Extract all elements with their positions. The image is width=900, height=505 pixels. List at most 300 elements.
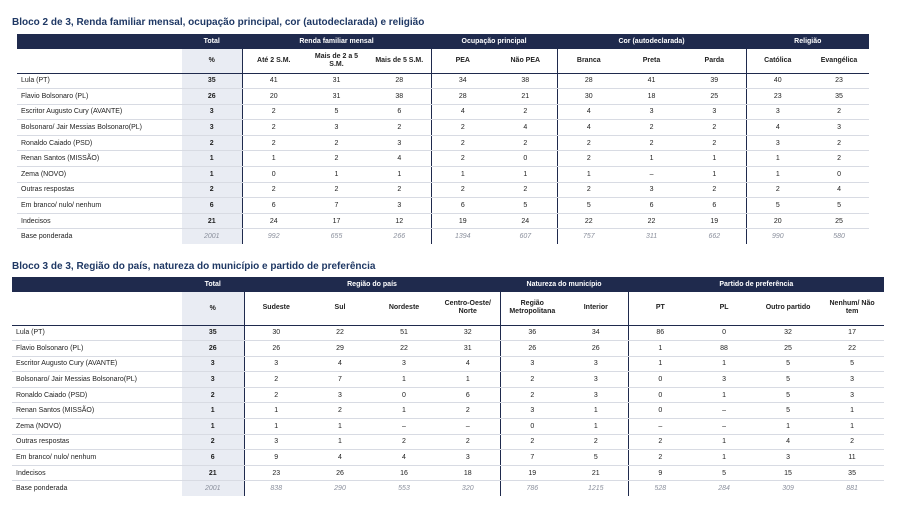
value-cell: 31: [436, 341, 500, 357]
value-cell: 2: [431, 151, 494, 167]
value-cell: 4: [494, 120, 557, 136]
value-cell: 4: [368, 151, 431, 167]
value-cell: 3: [820, 372, 884, 388]
value-cell: 1: [746, 167, 809, 183]
value-cell: 2: [683, 135, 746, 151]
row-label: Ronaldo Caiado (PSD): [17, 135, 182, 151]
row-label: Escritor Augusto Cury (AVANTE): [12, 356, 182, 372]
value-cell: 2: [308, 403, 372, 419]
value-cell: 3: [620, 182, 683, 198]
value-cell: 22: [820, 341, 884, 357]
row-label: Outras respostas: [12, 434, 182, 450]
value-cell: 1: [557, 167, 620, 183]
value-cell: 1: [683, 151, 746, 167]
table-row: [17, 182, 869, 198]
value-cell: 25: [809, 213, 869, 229]
value-cell: 2: [494, 135, 557, 151]
base-value-cell: 580: [833, 233, 845, 241]
group-header: Ocupação principal: [431, 34, 557, 49]
value-cell: 3: [368, 198, 431, 214]
value-cell: 1: [692, 356, 756, 372]
row-label: Outras respostas: [17, 182, 182, 198]
value-cell: –: [372, 419, 436, 435]
value-cell: 12: [368, 213, 431, 229]
table-row: [17, 198, 869, 214]
value-cell: 4: [746, 120, 809, 136]
value-cell: 2: [557, 151, 620, 167]
value-cell: 0: [809, 167, 869, 183]
value-cell: 2: [242, 104, 305, 120]
value-cell: 2: [242, 120, 305, 136]
value-cell: 34: [431, 73, 494, 89]
base-value-cell: 786: [500, 481, 564, 496]
value-cell: 2: [242, 182, 305, 198]
value-cell: 4: [809, 182, 869, 198]
value-cell: 5: [564, 450, 628, 466]
value-cell: 4: [557, 104, 620, 120]
value-cell: 1: [308, 419, 372, 435]
value-cell: 2: [557, 182, 620, 198]
column-header: Branca: [557, 49, 620, 73]
base-label: Base ponderada: [16, 485, 68, 493]
value-cell: 29: [308, 341, 372, 357]
column-header: Centro-Oeste/ Norte: [436, 292, 500, 325]
row-label: Lula (PT): [12, 325, 182, 341]
row-label: Renan Santos (MISSÃO): [12, 403, 182, 419]
row-label: Indecisos: [12, 465, 182, 481]
row-label: Renan Santos (MISSÃO): [17, 151, 182, 167]
value-cell: 2: [557, 135, 620, 151]
value-cell: 26: [500, 341, 564, 357]
base-row: [12, 481, 884, 496]
value-cell: 0: [500, 419, 564, 435]
value-cell: 1: [820, 403, 884, 419]
column-header: Sul: [308, 292, 372, 325]
group-header: Região do país: [244, 277, 500, 292]
value-cell: 40: [746, 73, 809, 89]
table-row: [17, 167, 869, 183]
value-cell: 1: [242, 151, 305, 167]
value-cell: 3: [308, 387, 372, 403]
value-cell: 25: [683, 89, 746, 105]
value-cell: 2: [628, 450, 692, 466]
row-label: Ronaldo Caiado (PSD): [12, 387, 182, 403]
base-value-cell: 311: [645, 233, 658, 241]
base-value-cell: 1394: [431, 229, 494, 244]
value-cell: 3: [809, 120, 869, 136]
value-cell: 2: [564, 434, 628, 450]
value-cell: 2: [431, 120, 494, 136]
value-cell: 28: [368, 73, 431, 89]
row-label: Em branco/ nulo/ nenhum: [12, 450, 182, 466]
value-cell: 21: [494, 89, 557, 105]
table-row: [17, 89, 869, 105]
corner-cell: [17, 34, 182, 49]
column-header: PL: [692, 292, 756, 325]
value-cell: 23: [809, 73, 869, 89]
value-cell: 5: [746, 198, 809, 214]
value-cell: 2: [620, 135, 683, 151]
value-cell: 5: [756, 387, 820, 403]
value-cell: 19: [683, 213, 746, 229]
value-cell: 22: [557, 213, 620, 229]
value-cell: 88: [692, 341, 756, 357]
value-cell: 51: [372, 325, 436, 341]
group-header: Religião: [746, 34, 869, 49]
value-cell: 38: [494, 73, 557, 89]
group-header: Natureza do município: [500, 277, 628, 292]
value-cell: 2: [305, 151, 368, 167]
value-cell: 5: [557, 198, 620, 214]
table-row: [17, 213, 869, 229]
value-cell: –: [436, 419, 500, 435]
value-cell: 4: [372, 450, 436, 466]
value-cell: 35: [820, 465, 884, 481]
value-cell: 1: [692, 450, 756, 466]
value-cell: 3: [436, 450, 500, 466]
base-total-cell: 2001: [182, 229, 242, 244]
total-cell: 1: [182, 419, 244, 435]
column-header: PEA: [431, 49, 494, 73]
value-cell: 5: [305, 104, 368, 120]
row-label: Flavio Bolsonaro (PL): [17, 89, 182, 105]
value-cell: 1: [244, 403, 308, 419]
base-value-cell: 1215: [588, 485, 604, 493]
value-cell: 9: [628, 465, 692, 481]
row-label-header: [17, 49, 182, 73]
value-cell: –: [620, 167, 683, 183]
base-value-cell: 655: [330, 233, 343, 241]
column-header: Outro partido: [756, 292, 820, 325]
value-cell: 21: [564, 465, 628, 481]
base-value-cell: 990: [746, 229, 809, 244]
base-value-cell: 528: [628, 481, 692, 496]
value-cell: 1: [620, 151, 683, 167]
total-cell: 1: [182, 151, 242, 167]
value-cell: 41: [620, 73, 683, 89]
value-cell: 1: [368, 167, 431, 183]
value-cell: 25: [756, 341, 820, 357]
total-cell: 6: [182, 198, 242, 214]
row-label: Zema (NOVO): [17, 167, 182, 183]
base-value-cell: 290: [334, 485, 346, 493]
value-cell: 1: [692, 387, 756, 403]
value-cell: 3: [244, 356, 308, 372]
value-cell: 3: [564, 387, 628, 403]
table-row: [17, 135, 869, 151]
value-cell: 5: [756, 403, 820, 419]
table-row: [17, 120, 869, 136]
row-label: Bolsonaro/ Jair Messias Bolsonaro(PL): [12, 372, 182, 388]
value-cell: 3: [564, 372, 628, 388]
value-cell: 2: [809, 104, 869, 120]
row-label-header: [12, 292, 182, 325]
base-value-cell: 838: [244, 481, 308, 496]
value-cell: 4: [308, 356, 372, 372]
value-cell: 5: [692, 465, 756, 481]
total-cell: 3: [182, 104, 242, 120]
value-cell: 1: [494, 167, 557, 183]
value-cell: 86: [628, 325, 692, 341]
value-cell: 23: [746, 89, 809, 105]
total-cell: 1: [182, 167, 242, 183]
total-cell: 26: [182, 341, 244, 357]
value-cell: 7: [305, 198, 368, 214]
value-cell: 1: [564, 419, 628, 435]
value-cell: 16: [372, 465, 436, 481]
total-cell: 3: [182, 372, 244, 388]
value-cell: 32: [436, 325, 500, 341]
value-cell: 1: [756, 419, 820, 435]
table-row: [17, 151, 869, 167]
value-cell: 20: [242, 89, 305, 105]
value-cell: 31: [305, 89, 368, 105]
value-cell: 1: [683, 167, 746, 183]
value-cell: 34: [564, 325, 628, 341]
value-cell: 5: [809, 198, 869, 214]
value-cell: 2: [809, 151, 869, 167]
table-row: [12, 434, 884, 450]
value-cell: 4: [308, 450, 372, 466]
column-header: Mais de 5 S.M.: [368, 49, 431, 73]
value-cell: 1: [628, 356, 692, 372]
value-cell: 1: [372, 403, 436, 419]
value-cell: 26: [564, 341, 628, 357]
value-cell: 3: [692, 372, 756, 388]
total-cell: 1: [182, 403, 244, 419]
value-cell: 1: [431, 167, 494, 183]
value-cell: 19: [431, 213, 494, 229]
total-cell: 35: [182, 73, 242, 89]
value-cell: 2: [305, 135, 368, 151]
value-cell: 2: [820, 434, 884, 450]
value-cell: 1: [628, 341, 692, 357]
base-value-cell: 284: [718, 485, 730, 493]
table-row: [12, 387, 884, 403]
value-cell: 2: [368, 182, 431, 198]
pct-header: %: [182, 49, 242, 73]
table-row: [12, 450, 884, 466]
value-cell: 31: [305, 73, 368, 89]
total-header: Total: [182, 277, 244, 292]
group-header: Partido de preferência: [628, 277, 884, 292]
table-row: [12, 465, 884, 481]
block-3-column-header-row: [12, 292, 884, 325]
value-cell: 1: [308, 434, 372, 450]
column-header: Até 2 S.M.: [242, 49, 305, 73]
value-cell: 0: [692, 325, 756, 341]
value-cell: 6: [431, 198, 494, 214]
value-cell: 2: [683, 120, 746, 136]
row-label: Escritor Augusto Cury (AVANTE): [17, 104, 182, 120]
value-cell: 0: [372, 387, 436, 403]
column-header: Nenhum/ Não tem: [820, 292, 884, 325]
value-cell: 1: [305, 167, 368, 183]
value-cell: 26: [244, 341, 308, 357]
column-header: Parda: [683, 49, 746, 73]
total-cell: 21: [182, 213, 242, 229]
base-total-cell: 2001: [182, 481, 244, 496]
value-cell: 28: [557, 73, 620, 89]
value-cell: 2: [372, 434, 436, 450]
value-cell: 0: [494, 151, 557, 167]
base-value-cell: 309: [782, 485, 794, 493]
base-value-cell: 757: [557, 229, 620, 244]
value-cell: 32: [756, 325, 820, 341]
value-cell: 2: [436, 403, 500, 419]
value-cell: 17: [305, 213, 368, 229]
block-2-table: [17, 34, 869, 244]
value-cell: 36: [500, 325, 564, 341]
row-label: Zema (NOVO): [12, 419, 182, 435]
value-cell: 1: [746, 151, 809, 167]
base-value-cell: 881: [846, 485, 858, 493]
value-cell: 3: [368, 135, 431, 151]
value-cell: 6: [368, 104, 431, 120]
total-cell: 3: [182, 120, 242, 136]
value-cell: 2: [244, 372, 308, 388]
block-3-title: Bloco 3 de 3, Região do país, natureza do município e partido de preferência: [12, 261, 376, 272]
total-cell: 2: [182, 434, 244, 450]
value-cell: 2: [242, 135, 305, 151]
value-cell: 2: [746, 182, 809, 198]
value-cell: –: [628, 419, 692, 435]
value-cell: –: [692, 403, 756, 419]
value-cell: 1: [692, 434, 756, 450]
value-cell: 18: [620, 89, 683, 105]
value-cell: 6: [242, 198, 305, 214]
value-cell: 4: [436, 356, 500, 372]
value-cell: 2: [620, 120, 683, 136]
base-value-cell: 607: [519, 233, 532, 241]
value-cell: 2: [368, 120, 431, 136]
value-cell: 7: [308, 372, 372, 388]
table-row: [12, 341, 884, 357]
table-row: [17, 73, 869, 89]
value-cell: 1: [820, 419, 884, 435]
value-cell: 2: [500, 387, 564, 403]
value-cell: 3: [244, 434, 308, 450]
value-cell: 2: [436, 434, 500, 450]
total-header: Total: [182, 34, 242, 49]
table-row: [17, 104, 869, 120]
column-header: Interior: [564, 292, 628, 325]
base-row: [17, 229, 869, 244]
value-cell: 38: [368, 89, 431, 105]
value-cell: 6: [436, 387, 500, 403]
value-cell: 3: [746, 135, 809, 151]
column-header: Sudeste: [244, 292, 308, 325]
table-row: [12, 356, 884, 372]
base-label: Base ponderada: [21, 233, 73, 241]
value-cell: 22: [308, 325, 372, 341]
value-cell: 2: [494, 182, 557, 198]
value-cell: 23: [244, 465, 308, 481]
value-cell: 5: [756, 372, 820, 388]
column-header: Evangélica: [809, 49, 869, 73]
total-cell: 3: [182, 356, 244, 372]
value-cell: 26: [308, 465, 372, 481]
value-cell: 2: [305, 182, 368, 198]
value-cell: 18: [436, 465, 500, 481]
value-cell: 22: [372, 341, 436, 357]
value-cell: 1: [436, 372, 500, 388]
group-header: Renda familiar mensal: [242, 34, 431, 49]
column-header: Mais de 2 a 5 S.M.: [305, 49, 368, 73]
value-cell: 22: [620, 213, 683, 229]
value-cell: 3: [620, 104, 683, 120]
value-cell: 3: [500, 403, 564, 419]
total-cell: 35: [182, 325, 244, 341]
base-value-cell: 553: [398, 485, 410, 493]
column-header: Preta: [620, 49, 683, 73]
value-cell: 4: [431, 104, 494, 120]
value-cell: –: [692, 419, 756, 435]
table-row: [12, 372, 884, 388]
value-cell: 2: [500, 434, 564, 450]
table-row: [12, 325, 884, 341]
block-2-group-header-row: [17, 34, 869, 49]
value-cell: 5: [756, 356, 820, 372]
value-cell: 30: [244, 325, 308, 341]
value-cell: 20: [746, 213, 809, 229]
value-cell: 24: [242, 213, 305, 229]
value-cell: 1: [372, 372, 436, 388]
block-3-group-header-row: [12, 277, 884, 292]
value-cell: 3: [746, 104, 809, 120]
value-cell: 3: [500, 356, 564, 372]
value-cell: 6: [620, 198, 683, 214]
value-cell: 4: [756, 434, 820, 450]
table-row: [12, 419, 884, 435]
column-header: Não PEA: [494, 49, 557, 73]
value-cell: 5: [494, 198, 557, 214]
value-cell: 2: [683, 182, 746, 198]
value-cell: 1: [244, 419, 308, 435]
value-cell: 17: [820, 325, 884, 341]
value-cell: 3: [564, 356, 628, 372]
value-cell: 2: [628, 434, 692, 450]
value-cell: 0: [628, 387, 692, 403]
value-cell: 2: [809, 135, 869, 151]
value-cell: 3: [820, 387, 884, 403]
row-label: Indecisos: [17, 213, 182, 229]
value-cell: 3: [756, 450, 820, 466]
corner-cell: [12, 277, 182, 292]
column-header: Nordeste: [372, 292, 436, 325]
base-value-cell: 992: [242, 229, 305, 244]
value-cell: 15: [756, 465, 820, 481]
value-cell: 2: [500, 372, 564, 388]
value-cell: 2: [244, 387, 308, 403]
row-label: Flavio Bolsonaro (PL): [12, 341, 182, 357]
value-cell: 11: [820, 450, 884, 466]
value-cell: 7: [500, 450, 564, 466]
value-cell: 2: [494, 104, 557, 120]
value-cell: 5: [820, 356, 884, 372]
value-cell: 19: [500, 465, 564, 481]
row-label: Bolsonaro/ Jair Messias Bolsonaro(PL): [17, 120, 182, 136]
total-cell: 6: [182, 450, 244, 466]
total-cell: 2: [182, 182, 242, 198]
block-2-title: Bloco 2 de 3, Renda familiar mensal, ocupação principal, cor (autodeclarada) e religião: [12, 17, 425, 28]
value-cell: 0: [628, 403, 692, 419]
value-cell: 3: [372, 356, 436, 372]
value-cell: 0: [242, 167, 305, 183]
pct-header: %: [182, 292, 244, 325]
column-header: Região Metropolitana: [500, 292, 564, 325]
table-row: [12, 403, 884, 419]
